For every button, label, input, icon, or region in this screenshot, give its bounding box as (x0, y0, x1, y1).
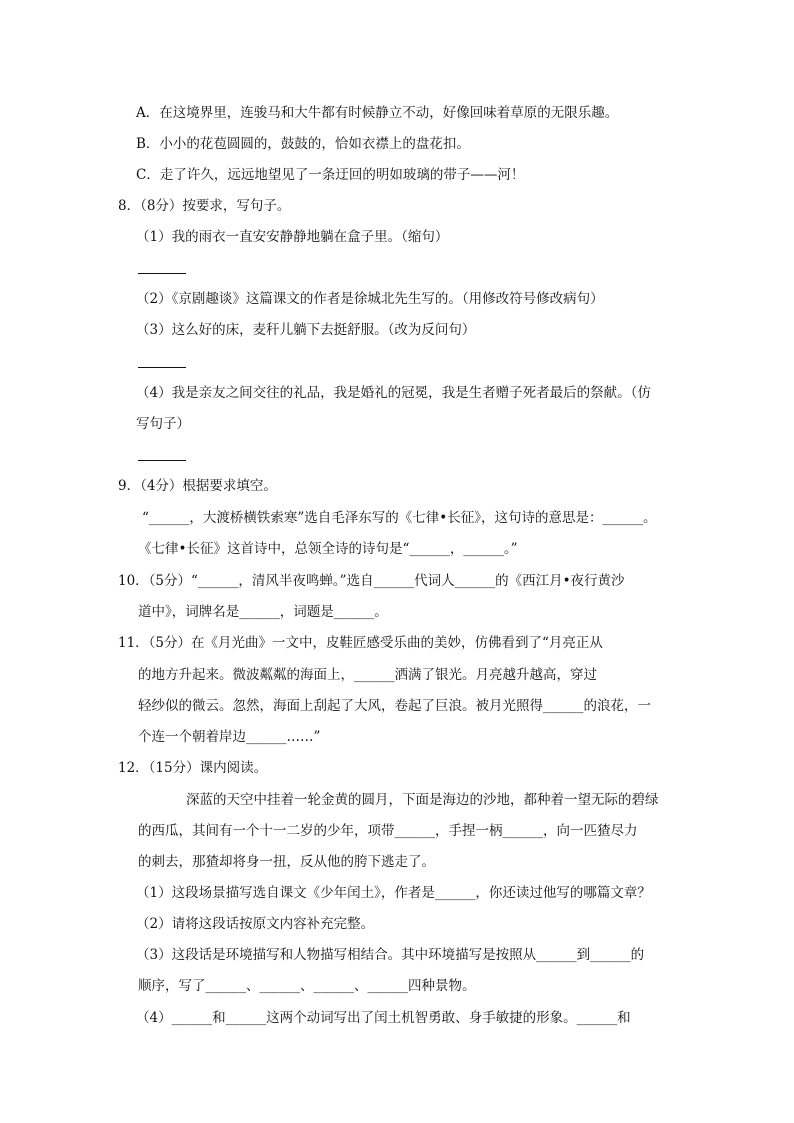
option-c: C．走了许久，远远地望见了一条迂回的明如玻璃的带子——河！ (136, 167, 525, 183)
q12-sub3-line1: （3）这段话是环境描写和人物描写相结合。其中环境描写是按照从______到______的 (136, 947, 645, 963)
q12-sub4: （4）______和______这两个动词写出了闰土机智勇敢、身手敏捷的形象。______和 (136, 1010, 631, 1026)
q8-sub2: （2）《京剧趣谈》这篇课文的作者是徐城北先生写的。（用修改符号修改病句） (136, 291, 604, 307)
q8-sub4-line1: （4）我是亲友之间交往的礼品，我是婚礼的冠冕，我是生者赠子死者最后的祭献。（仿 (136, 385, 651, 401)
q10-line2: 道中》，词牌名是______，词题是______。 (138, 604, 388, 620)
q8-sub1-answer-line[interactable] (138, 273, 186, 274)
q12-passage-line1: 深蓝的天空中挂着一轮金黄的圆月，下面是海边的沙地，都种着一望无际的碧绿 (186, 792, 659, 808)
q12-passage-line3: 的刺去，那猹却将身一扭，反从他的胯下逃走了。 (138, 854, 435, 870)
q12-sub3-line2: 顺序，写了______、______、______、______四种景物。 (138, 978, 476, 994)
q12-title: 12．（15分）课内阅读。 (118, 760, 268, 776)
q12-passage-line2: 的西瓜，其间有一个十一二岁的少年，项带______，手捏一柄______，向一匹猹尽力 (138, 823, 638, 839)
q9-line1: “______，大渡桥横铁索寒”选自毛泽东写的《七律•长征》，这句诗的意思是：______。 (142, 510, 657, 526)
q10-line1: 10．（5分）“______，清风半夜鸣蝉。”选自______代词人______的《西江月•夜行黄沙 (118, 573, 625, 589)
q9-title: 9．（4分）根据要求填空。 (118, 478, 277, 494)
q11-line3: 轻纱似的微云。忽然，海面上刮起了大风，卷起了巨浪。被月光照得______的浪花，一 (138, 698, 651, 714)
q12-sub1: （1）这段场景描写选自课文《少年闰土》，作者是______，你还读过他写的哪篇文章？ (136, 885, 651, 901)
q8-sub4-line2: 写句子） (136, 416, 190, 432)
q11-line1: 11．（5分）在《月光曲》一文中，皮鞋匠感受乐曲的美妙，仿佛看到了“月亮正从 (118, 635, 603, 651)
q9-line2: 《七律•长征》这首诗中，总领全诗的诗句是“______，______。” (138, 541, 518, 557)
q12-sub2: （2）请将这段话按原文内容补充完整。 (136, 916, 375, 932)
q8-sub4-answer-line[interactable] (138, 460, 186, 461)
option-b: B．小小的花苞圆圆的，鼓鼓的，恰如衣襟上的盘花扣。 (136, 136, 470, 152)
q8-title: 8．（8分）按要求，写句子。 (118, 198, 291, 214)
q11-line4: 个连一个朝着岸边______……” (138, 729, 321, 745)
option-a: A．在这境界里，连骏马和大牛都有时候静立不动，好像回味着草原的无限乐趣。 (136, 105, 619, 121)
q8-sub3-answer-line[interactable] (138, 367, 186, 368)
q11-line2: 的地方升起来。微波粼粼的海面上，______洒满了银光。月亮越升越高，穿过 (138, 667, 597, 683)
q8-sub1: （1）我的雨衣一直安安静静地躺在盒子里。（缩句） (136, 229, 449, 245)
q8-sub3: （3）这么好的床，麦秆儿躺下去挺舒服。（改为反问句） (136, 322, 476, 338)
